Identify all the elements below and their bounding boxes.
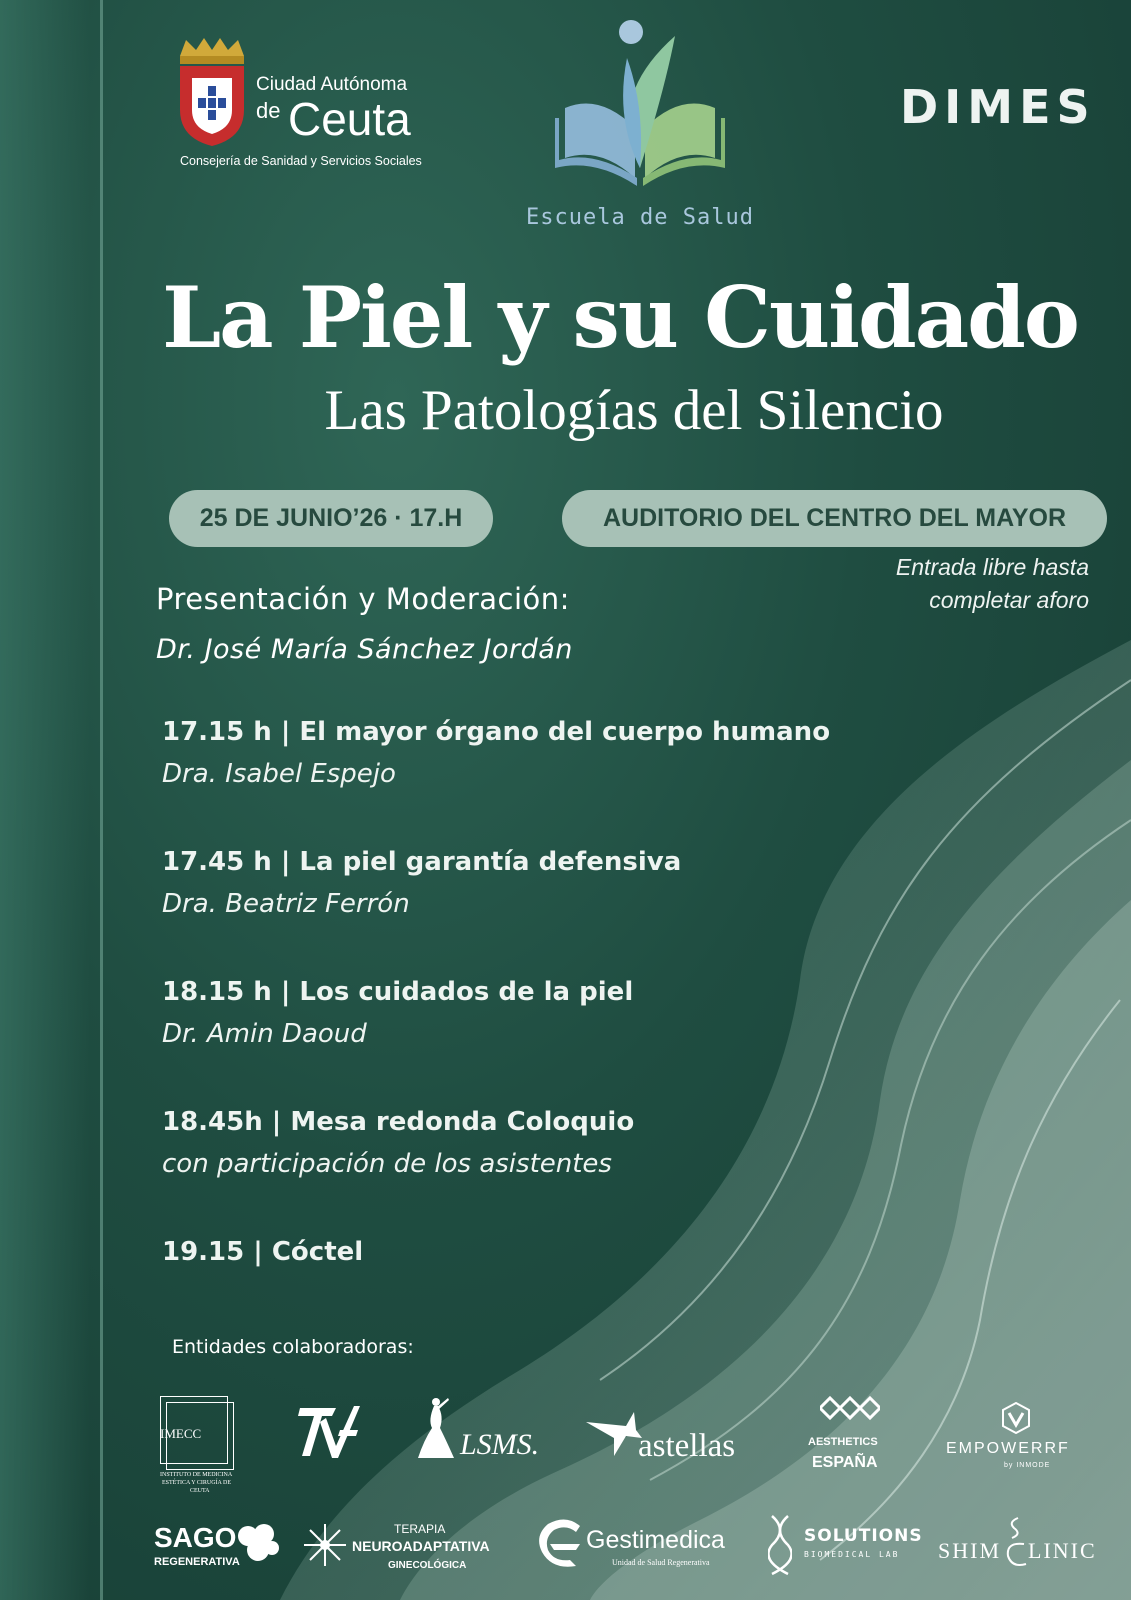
agenda-item — [162, 1106, 922, 1236]
terapia-line1: TERAPIA — [394, 1522, 446, 1536]
imecc-logo — [160, 1396, 244, 1496]
agenda-item-speaker: con participación de los asistentes — [162, 1149, 612, 1179]
terapia-line2: NEUROADAPTATIVA — [352, 1538, 490, 1554]
agenda-item — [162, 846, 922, 976]
agenda-item-title: 17.15 h | El mayor órgano del cuerpo humano — [162, 717, 831, 747]
moderator-name: Dr. José María Sánchez Jordán — [156, 634, 573, 665]
v-hexagon-icon — [1000, 1402, 1032, 1434]
ceuta-crest-icon — [172, 38, 252, 148]
agenda-item-speaker: Dr. Amin Daoud — [162, 1019, 367, 1049]
shimclinic-part2: LINIC — [1028, 1538, 1097, 1563]
ceuta-de: de — [256, 98, 281, 123]
s-c-swirl-icon — [1004, 1516, 1028, 1572]
star-swoosh-icon — [586, 1408, 642, 1458]
empowerrf-by: by INMODE — [1004, 1462, 1051, 1469]
imecc-name: IMECC — [160, 1426, 202, 1441]
astellas-logo — [586, 1408, 756, 1468]
ceuta-department: Consejería de Sanidad y Servicios Sociales — [180, 154, 422, 168]
solutions-biomedical-logo — [768, 1514, 923, 1580]
sago-logo — [154, 1522, 284, 1578]
sago-sub: REGENERATIVA — [154, 1556, 240, 1568]
gestimedica-sub: Unidad de Salud Regenerativa — [612, 1558, 710, 1567]
ceuta-logo — [172, 38, 462, 178]
moderation-label: Presentación y Moderación: — [156, 582, 570, 616]
entry-line1: Entrada libre hasta — [895, 554, 1089, 580]
gestimedica-swirl-icon — [536, 1516, 586, 1572]
agenda-item-title: 18.45h | Mesa redonda Coloquio — [162, 1107, 635, 1137]
agenda-item — [162, 976, 922, 1106]
terapia-line3: GINECOLÓGICA — [388, 1560, 467, 1571]
lsms-name: LSMS. — [460, 1428, 540, 1461]
entry-line2: completar aforo — [929, 587, 1089, 613]
collaborators-label: Entidades colaboradoras: — [172, 1336, 414, 1358]
agenda-item — [162, 1236, 922, 1268]
venue-badge: AUDITORIO DEL CENTRO DEL MAYOR — [562, 490, 1107, 547]
gestimedica-logo — [536, 1516, 736, 1578]
dna-helix-icon — [768, 1514, 792, 1576]
ceuta-line1: Ciudad Autónoma — [256, 74, 408, 95]
page-title: La Piel y su Cuidado — [162, 268, 1078, 367]
aesthetics-line1: AESTHETICS — [808, 1436, 878, 1448]
aesthetics-line2: ESPAÑA — [812, 1454, 878, 1471]
agenda-item-title: 18.15 h | Los cuidados de la piel — [162, 977, 634, 1007]
agenda-item-title: 17.45 h | La piel garantía defensiva — [162, 847, 682, 877]
agenda-item — [162, 716, 922, 846]
imecc-sub1: INSTITUTO DE MEDICINA — [160, 1472, 233, 1478]
agenda — [162, 716, 922, 1268]
agenda-item-title: 19.15 | Cóctel — [162, 1237, 364, 1267]
agenda-item-speaker: Dra. Beatriz Ferrón — [162, 889, 410, 919]
terapia-neuroadaptativa-logo — [302, 1522, 502, 1582]
sago-name: SAGO — [154, 1522, 237, 1553]
entry-note — [809, 551, 1089, 617]
shimclinic-part1: SHIM — [938, 1538, 1002, 1563]
gestimedica-name: Gestimedica — [586, 1526, 725, 1554]
book-leaf-icon — [545, 18, 735, 188]
imecc-sub2: ESTÉTICA Y CIRUGÍA DE — [162, 1480, 232, 1486]
agenda-item-speaker: Dra. Isabel Espejo — [162, 759, 396, 789]
neuron-burst-icon — [302, 1522, 348, 1568]
dancer-icon — [416, 1396, 456, 1462]
solutions-name: SOLUTIONS — [804, 1526, 923, 1546]
ceuta-name: Ceuta — [288, 93, 411, 145]
solutions-sub: BIOMEDICAL LAB — [804, 1550, 900, 1559]
tva-monogram-icon — [296, 1400, 362, 1460]
aesthetics-espana-logo — [806, 1396, 896, 1476]
empowerrf-name: EMPOWERRF — [946, 1440, 1070, 1457]
cell-cluster-icon — [236, 1522, 280, 1562]
aesthetics-icon — [820, 1396, 880, 1428]
astellas-name: astellas — [638, 1428, 736, 1464]
empowerrf-logo — [946, 1402, 1096, 1472]
imecc-sub3: CEUTA — [190, 1488, 210, 1494]
date-time-badge: 25 DE JUNIO’26 · 17.H — [169, 490, 493, 547]
page-subtitle: Las Patologías del Silencio — [324, 379, 944, 442]
lsms-logo — [416, 1396, 546, 1466]
school-name: Escuela de Salud — [526, 205, 754, 230]
shimclinic-logo — [938, 1516, 1097, 1572]
dimes-logo: DIMES — [900, 80, 1096, 134]
